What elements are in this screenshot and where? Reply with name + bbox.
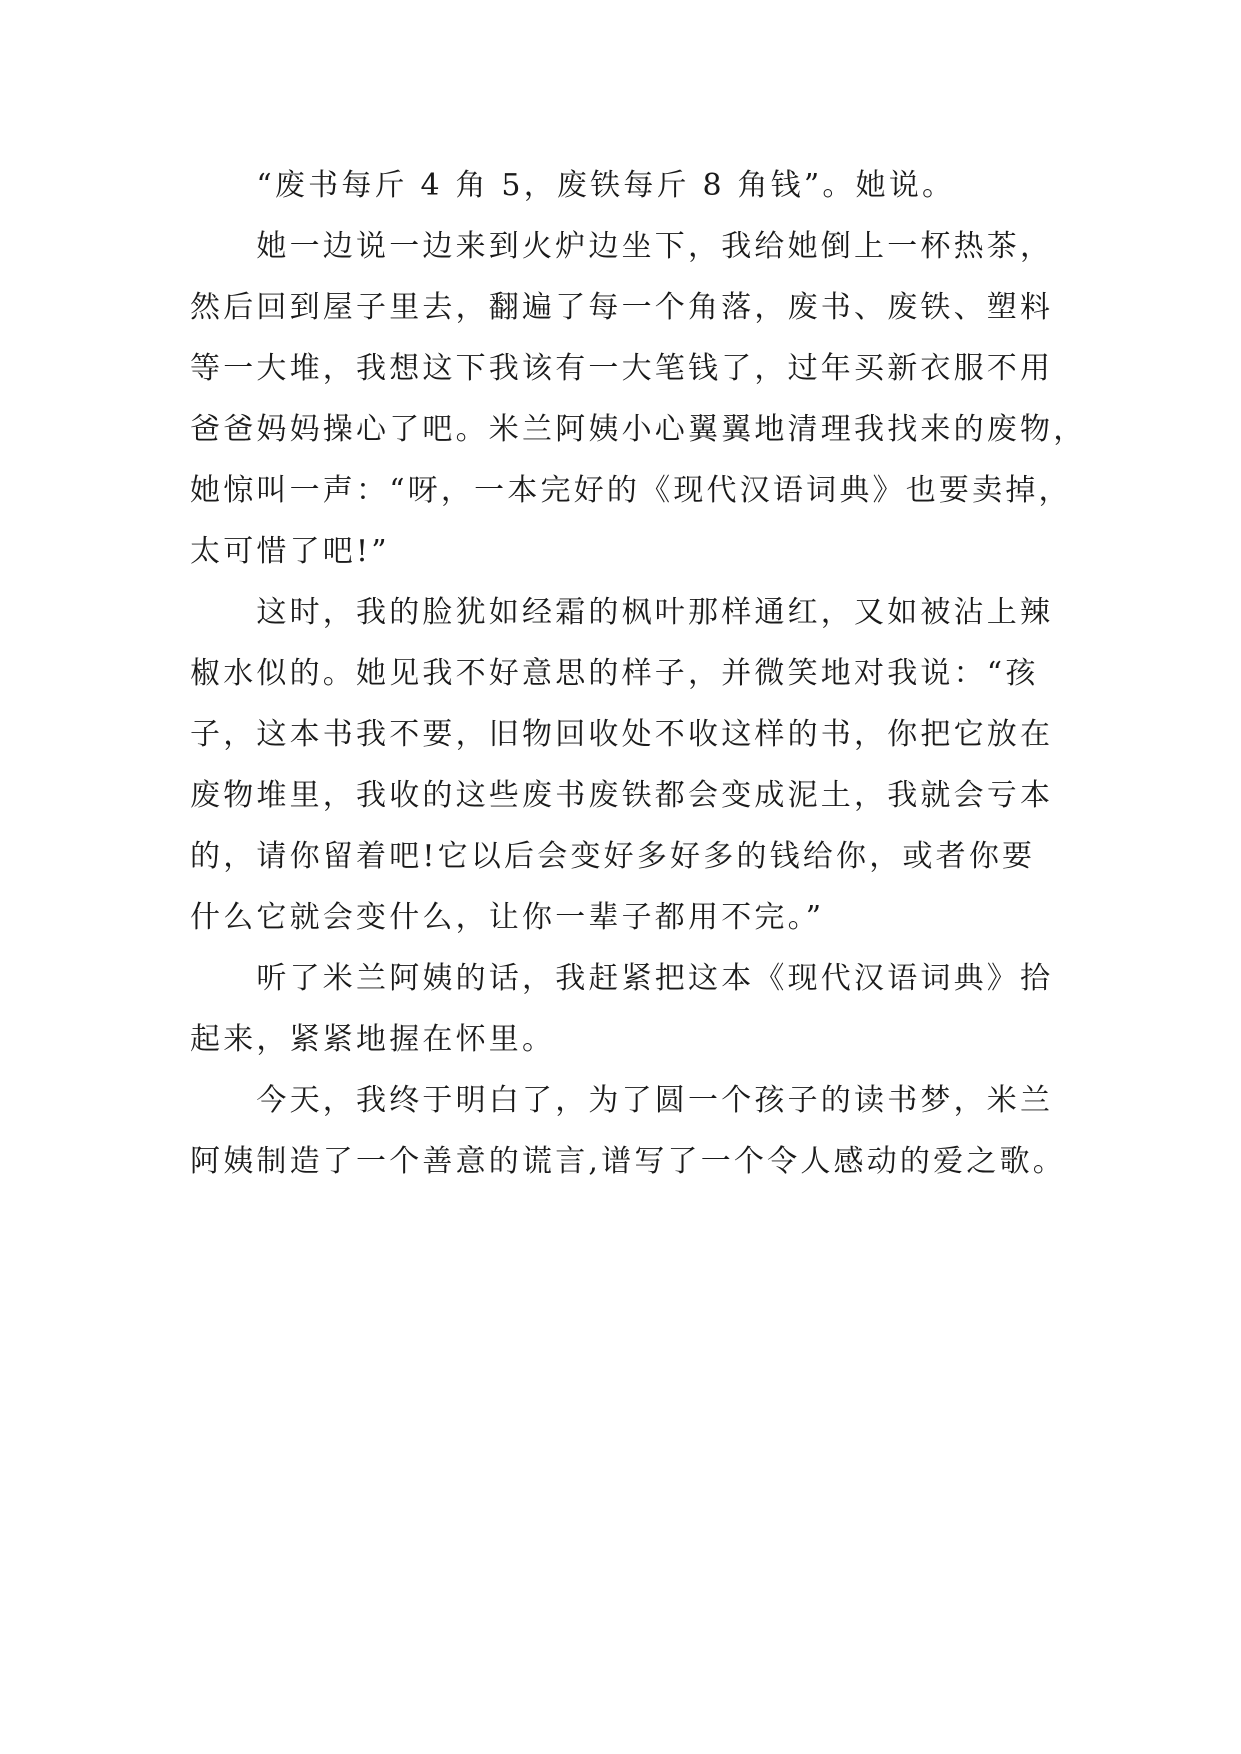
text-line: 然后回到屋子里去，翻遍了每一个角落，废书、废铁、塑料 (190, 290, 1054, 325)
paragraph (190, 1070, 1066, 1192)
text-line: 今天，我终于明白了，为了圆一个孩子的读书梦，米兰 (190, 1083, 1054, 1118)
text-line: 这时，我的脸犹如经霜的枫叶那样通红，又如被沾上辣 (190, 595, 1054, 630)
text-line: 她一边说一边来到火炉边坐下，我给她倒上一杯热茶， (190, 229, 1054, 264)
text-line: 起来，紧紧地握在怀里。 (190, 1022, 556, 1057)
paragraph (190, 582, 1052, 948)
text-line: 她惊叫一声：“呀，一本完好的《现代汉语词典》也要卖掉， (190, 473, 1072, 508)
text-line: 等一大堆，我想这下我该有一大笔钱了，过年买新衣服不用 (190, 351, 1054, 386)
document-body (190, 155, 1087, 1192)
text-line: 的，请你留着吧!它以后会变好多好多的钱给你，或者你要 (190, 839, 1036, 874)
text-line: 听了米兰阿姨的话，我赶紧把这本《现代汉语词典》拾 (190, 961, 1054, 996)
text-line: “废书每斤 4 角 5，废铁每斤 8 角钱”。她说。 (190, 168, 956, 203)
text-line: 什么它就会变什么，让你一辈子都用不完。” (190, 900, 825, 935)
paragraph (190, 155, 1052, 216)
paragraph (190, 216, 1087, 582)
text-line: 椒水似的。她见我不好意思的样子，并微笑地对我说：“孩 (190, 656, 1039, 691)
text-line: 子，这本书我不要，旧物回收处不收这样的书，你把它放在 (190, 717, 1054, 752)
text-line: 废物堆里，我收的这些废书废铁都会变成泥土，我就会亏本 (190, 778, 1054, 813)
text-line: 阿姨制造了一个善意的谎言,谱写了一个令人感动的爱之歌。 (190, 1144, 1066, 1179)
text-line: 太可惜了吧!” (190, 534, 390, 569)
text-line: 爸爸妈妈操心了吧。米兰阿姨小心翼翼地清理我找来的废物， (190, 412, 1087, 447)
paragraph (190, 948, 1052, 1070)
